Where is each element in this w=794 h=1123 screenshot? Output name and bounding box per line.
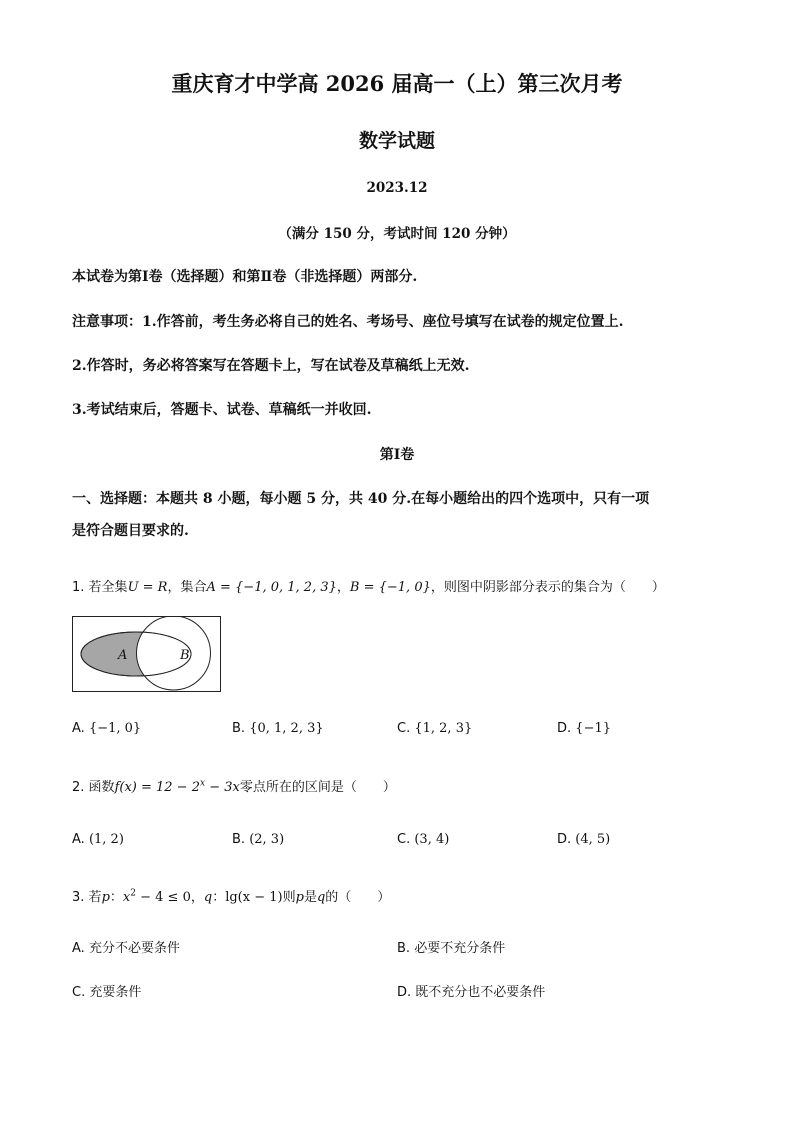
q3-math-ineq: − 4 ≤ 0 <box>135 890 191 905</box>
q3-math-p2: p <box>295 890 304 905</box>
exam-title: 重庆育才中学高 2026 届高一（上）第三次月考 <box>171 71 623 96</box>
venn-diagram <box>72 616 222 694</box>
question-3 <box>72 886 390 905</box>
q3-math-square: 2 <box>130 888 136 899</box>
q3-text-5: 则 <box>282 890 296 905</box>
section-heading-line1: 一、选择题：本题共 8 小题，每小题 5 分，共 40 分.在每小题给出的四个选项中，只有一项 <box>72 491 650 507</box>
exam-date: 2023.12 <box>366 180 428 196</box>
q2-option-a: A. (1, 2) <box>72 832 124 847</box>
q2-text-1: 函数 <box>88 780 115 795</box>
score-info: （满分 150 分，考试时间 120 分钟） <box>278 226 516 242</box>
q2-option-b: B. (2, 3) <box>232 832 285 847</box>
q2-math-linear: − 3x <box>205 780 240 795</box>
part1-label: 第Ⅰ卷 <box>379 447 415 463</box>
q3-option-b: B. 必要不充分条件 <box>397 941 506 956</box>
q1-option-c: C. {1, 2, 3} <box>397 721 473 736</box>
q3-math-q: q <box>203 890 213 905</box>
q3-math-p: p <box>101 890 110 905</box>
venn-label-a: A <box>118 648 128 663</box>
q2-option-d: D. (4, 5) <box>557 832 611 847</box>
q1-text-1: 若全集 <box>88 580 128 595</box>
q2-math-function: f(x) = 12 − 2 <box>114 780 200 795</box>
q1-number: 1. <box>72 580 85 595</box>
q3-text-2: ： <box>109 890 123 905</box>
q1-option-b: B. {0, 1, 2, 3} <box>232 721 324 736</box>
q1-option-d: D. {−1} <box>557 721 612 736</box>
q1-math-universal: U = R <box>127 580 168 595</box>
q1-option-a: A. {−1, 0} <box>72 721 142 736</box>
q2-number: 2. <box>72 780 85 795</box>
q3-text-6: 是 <box>303 890 317 905</box>
q3-text-4: ： <box>212 890 226 905</box>
q2-text-2: 零点所在的区间是（ ） <box>239 780 396 795</box>
q1-text-4: ，则图中阴影部分表示的集合为（ ） <box>430 580 665 595</box>
intro-line: 本试卷为第Ⅰ卷（选择题）和第Ⅱ卷（非选择题）两部分. <box>72 269 418 285</box>
section-heading-line2: 是符合题目要求的. <box>72 523 189 539</box>
q3-text-3: ， <box>190 890 204 905</box>
q3-number: 3. <box>72 890 85 905</box>
venn-label-b: B <box>180 648 190 663</box>
q3-option-a: A. 充分不必要条件 <box>72 941 180 956</box>
question-1 <box>72 576 665 595</box>
q3-math-log: lg(x − 1) <box>225 890 283 905</box>
q3-option-c: C. 充要条件 <box>72 985 142 1000</box>
q3-math-x: x <box>122 890 131 905</box>
subject-title: 数学试题 <box>358 130 435 152</box>
q2-math-exponent: x <box>199 778 206 789</box>
q1-text-2: ，集合 <box>167 580 207 595</box>
q3-text-1: 若 <box>88 890 102 905</box>
q1-text-3: ， <box>336 580 350 595</box>
note-1: 注意事项：1.作答前，考生务必将自己的姓名、考场号、座位号填写在试卷的规定位置上. <box>72 314 624 330</box>
question-2 <box>72 776 396 795</box>
q1-math-set-a: A = {−1, 0, 1, 2, 3} <box>206 580 337 595</box>
q2-option-c: C. (3, 4) <box>397 832 450 847</box>
q3-text-7: 的（ ） <box>325 890 391 905</box>
note-2: 2.作答时，务必将答案写在答题卡上，写在试卷及草稿纸上无效. <box>72 358 470 374</box>
note-3: 3.考试结束后，答题卡、试卷、草稿纸一并收回. <box>72 402 372 418</box>
q3-math-q2: q <box>316 890 326 905</box>
q1-math-set-b: B = {−1, 0} <box>349 580 431 595</box>
q3-option-d: D. 既不充分也不必要条件 <box>397 985 546 1000</box>
